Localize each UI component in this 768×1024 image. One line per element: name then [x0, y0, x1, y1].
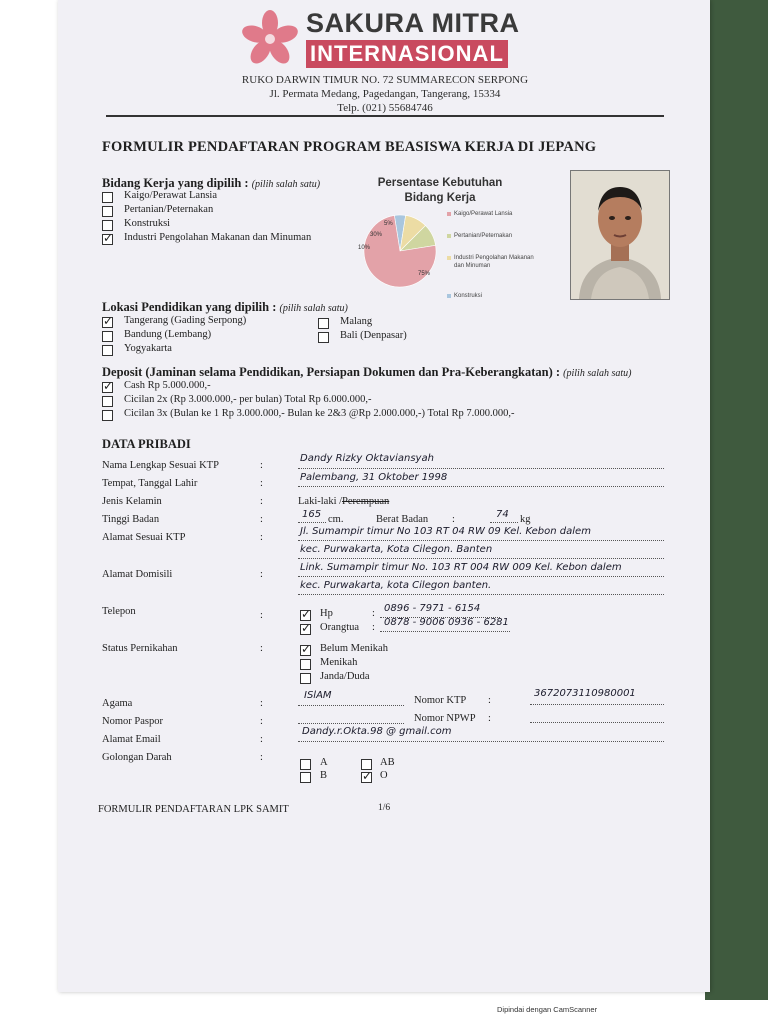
chart-title: Persentase Kebutuhan Bidang Kerja — [377, 177, 503, 204]
colon: : — [372, 622, 375, 633]
domisili-line-2 — [298, 594, 664, 595]
deposit-checkbox-cicilan3[interactable] — [102, 410, 113, 421]
chart-legend — [447, 210, 537, 300]
colon: : — [452, 514, 455, 525]
legend-swatch — [447, 294, 451, 298]
deposit-heading: Deposit (Jaminan selama Pendidikan, Persiapan Dokumen dan Pra-Keberangkatan) : (pilih salah satu) — [102, 365, 632, 379]
domisili-field-1[interactable]: Link. Sumampir timur No. 103 RT 004 RW 009 Kel. Kebon dalem — [300, 562, 622, 573]
page-number: 1/6 — [378, 803, 391, 813]
legend-item — [447, 210, 537, 218]
legend-label: Konstruksi — [454, 293, 483, 299]
hp-label: Hp — [320, 608, 333, 619]
lokasi-checkbox-malang[interactable] — [318, 318, 329, 329]
alamat-ktp-line-2 — [298, 558, 664, 559]
company-phone: Telp. (021) 55684746 — [337, 102, 433, 114]
goldar-checkbox-o[interactable] — [361, 772, 372, 783]
deposit-checkbox-cash[interactable] — [102, 382, 113, 393]
lokasi-option-bali: Bali (Denpasar) — [340, 330, 407, 341]
lokasi-option-yogyakarta: Yogyakarta — [124, 343, 172, 354]
npwp-field[interactable] — [530, 722, 664, 723]
lokasi-option-bandung: Bandung (Lembang) — [124, 329, 212, 340]
goldar-option-a: A — [320, 757, 328, 768]
alamat-ktp-line-1 — [298, 540, 664, 541]
ortu-checkbox[interactable] — [300, 624, 311, 635]
label-jenis-kelamin: Jenis Kelamin — [102, 496, 162, 507]
background-strip — [705, 0, 768, 1000]
footer-form-name: FORMULIR PENDAFTARAN LPK SAMIT — [98, 804, 289, 815]
label-nama: Nama Lengkap Sesuai KTP — [102, 460, 219, 471]
legend-label: Kaigo/Perawat Lansia — [454, 211, 513, 217]
colon: : — [372, 608, 375, 619]
cm-unit: cm. — [328, 514, 344, 525]
colon: : — [488, 695, 491, 706]
ttl-field[interactable]: Palembang, 31 Oktober 1998 — [300, 472, 448, 483]
legend-label: Pertanian/Peternakan — [454, 233, 513, 239]
header-divider — [106, 115, 664, 117]
bidang-heading: Bidang Kerja yang dipilih : (pilih salah satu) — [102, 176, 321, 190]
label-ttl: Tempat, Tanggal Lahir — [102, 478, 198, 489]
colon: : — [260, 643, 263, 654]
colon: : — [260, 514, 263, 525]
colon: : — [488, 713, 491, 724]
bidang-checkbox-industri[interactable] — [102, 234, 113, 245]
label-status: Status Pernikahan — [102, 643, 178, 654]
deposit-checkbox-cicilan2[interactable] — [102, 396, 113, 407]
colon: : — [260, 716, 263, 727]
ortu-line — [380, 631, 510, 632]
status-option-belum: Belum Menikah — [320, 643, 388, 654]
company-address: RUKO DARWIN TIMUR NO. 72 SUMMARECON SERPONG — [241, 74, 529, 86]
hp-checkbox[interactable] — [300, 610, 311, 621]
lokasi-checkbox-bali[interactable] — [318, 332, 329, 343]
goldar-checkbox-a[interactable] — [300, 759, 311, 770]
deposit-option-cash: Cash Rp 5.000.000,- — [124, 380, 211, 391]
pie-data-label: 75% — [418, 271, 431, 277]
pie-data-label: 10% — [358, 245, 371, 251]
colon: : — [260, 460, 263, 471]
ktp-field[interactable]: 3672073110980001 — [534, 688, 636, 699]
tinggi-line — [298, 522, 326, 523]
label-npwp: Nomor NPWP — [414, 713, 476, 724]
ortu-field[interactable]: 0878 - 9006 0936 - 6281 — [384, 617, 509, 628]
tinggi-field[interactable]: 165 — [302, 509, 322, 520]
label-email: Alamat Email — [102, 734, 161, 745]
label-goldar: Golongan Darah — [102, 752, 172, 763]
label-alamat-ktp: Alamat Sesuai KTP — [102, 532, 186, 543]
bidang-checkbox-kaigo[interactable] — [102, 192, 113, 203]
colon: : — [260, 532, 263, 543]
lokasi-checkbox-bandung[interactable] — [102, 331, 113, 342]
jenis-kelamin-field[interactable]: Laki-laki /Perempuan — [298, 496, 390, 507]
lokasi-checkbox-tangerang[interactable] — [102, 317, 113, 328]
company-street: Jl. Permata Medang, Pagedangan, Tangerang, 15334 — [269, 88, 501, 100]
bidang-option-konstruksi: Konstruksi — [124, 218, 171, 229]
brand-name: SAKURA MITRA — [306, 8, 520, 38]
lokasi-option-malang: Malang — [340, 316, 373, 327]
label-tinggi: Tinggi Badan — [102, 514, 160, 525]
legend-swatch — [447, 256, 451, 260]
status-checkbox-menikah[interactable] — [300, 659, 311, 670]
alamat-ktp-field-2[interactable]: kec. Purwakarta, Kota Cilegon. Banten — [300, 544, 493, 555]
goldar-option-ab: AB — [380, 757, 395, 768]
legend-label: Industri Pengolahan Makanan dan Minuman — [454, 255, 534, 269]
bidang-option-kaigo: Kaigo/Perawat Lansia — [124, 190, 218, 201]
goldar-checkbox-b[interactable] — [300, 772, 311, 783]
ktp-line — [530, 704, 664, 705]
label-ktp: Nomor KTP — [414, 695, 467, 706]
lokasi-option-tangerang: Tangerang (Gading Serpong) — [124, 315, 247, 326]
agama-line — [298, 705, 404, 706]
colon: : — [260, 610, 263, 621]
ttl-line — [298, 486, 664, 487]
form-title: FORMULIR PENDAFTARAN PROGRAM BEASISWA KERJA DI JEPANG — [102, 139, 597, 155]
status-option-menikah: Menikah — [320, 657, 358, 668]
colon: : — [260, 569, 263, 580]
email-line — [298, 741, 664, 742]
kg-unit: kg — [520, 514, 531, 525]
agama-field[interactable]: ISlAM — [304, 690, 332, 701]
label-telepon: Telepon — [102, 606, 136, 617]
bidang-checkbox-pertanian[interactable] — [102, 206, 113, 217]
domisili-field-2[interactable]: kec. Purwakarta, kota Cilegon banten. — [300, 580, 492, 591]
nama-line — [298, 468, 664, 469]
alamat-ktp-field-1[interactable]: Jl. Sumampir timur No 103 RT 04 RW 09 Kel. Kebon dalem — [300, 526, 591, 537]
pie-data-label: 30% — [370, 232, 383, 238]
berat-line — [490, 522, 518, 523]
deposit-option-cicilan2: Cicilan 2x (Rp 3.000.000,- per bulan) Total Rp 6.000.000,- — [124, 394, 372, 405]
legend-item — [447, 292, 537, 300]
scanner-watermark: Dipindai dengan CamScanner — [497, 1005, 598, 1014]
label-agama: Agama — [102, 698, 133, 709]
legend-item — [447, 254, 537, 270]
goldar-option-b: B — [320, 770, 328, 781]
legend-swatch — [447, 234, 451, 238]
paspor-field[interactable] — [298, 723, 404, 724]
legend-swatch — [447, 212, 451, 216]
goldar-option-o: O — [380, 770, 388, 781]
email-field[interactable]: Dandy.r.Okta.98 @ gmail.com — [302, 726, 452, 737]
lokasi-heading: Lokasi Pendidikan yang dipilih : (pilih salah satu) — [102, 300, 348, 314]
colon: : — [260, 752, 263, 763]
bidang-option-pertanian: Pertanian/Peternakan — [124, 204, 214, 215]
status-option-janda: Janda/Duda — [320, 671, 370, 682]
data-pribadi-heading: DATA PRIBADI — [102, 437, 191, 451]
colon: : — [260, 698, 263, 709]
legend-item — [447, 232, 537, 240]
brand-subtitle: INTERNASIONAL — [306, 40, 508, 68]
label-berat: Berat Badan — [376, 514, 429, 525]
status-checkbox-janda[interactable] — [300, 673, 311, 684]
bidang-checkbox-konstruksi[interactable] — [102, 220, 113, 231]
domisili-line-1 — [298, 576, 664, 577]
label-domisili: Alamat Domisili — [102, 569, 173, 580]
pie-chart — [350, 206, 445, 296]
bidang-option-industri: Industri Pengolahan Makanan dan Minuman — [124, 232, 312, 243]
nama-field[interactable]: Dandy Rizky Oktaviansyah — [300, 453, 434, 464]
berat-field[interactable]: 74 — [496, 509, 509, 520]
applicant-photo — [570, 170, 670, 300]
lokasi-checkbox-yogyakarta[interactable] — [102, 345, 113, 356]
colon: : — [260, 734, 263, 745]
pie-data-label: 5% — [384, 221, 393, 227]
hp-field[interactable]: 0896 - 7971 - 6154 — [384, 603, 481, 614]
colon: : — [260, 478, 263, 489]
deposit-option-cicilan3: Cicilan 3x (Bulan ke 1 Rp 3.000.000,- Bulan ke 2&3 @Rp 2.000.000,-) Total Rp 7.000.000,- — [124, 408, 515, 419]
status-checkbox-belum[interactable] — [300, 645, 311, 656]
ortu-label: Orangtua — [320, 622, 360, 633]
colon: : — [260, 496, 263, 507]
label-paspor: Nomor Paspor — [102, 716, 163, 727]
sakura-flower-icon — [238, 8, 302, 70]
